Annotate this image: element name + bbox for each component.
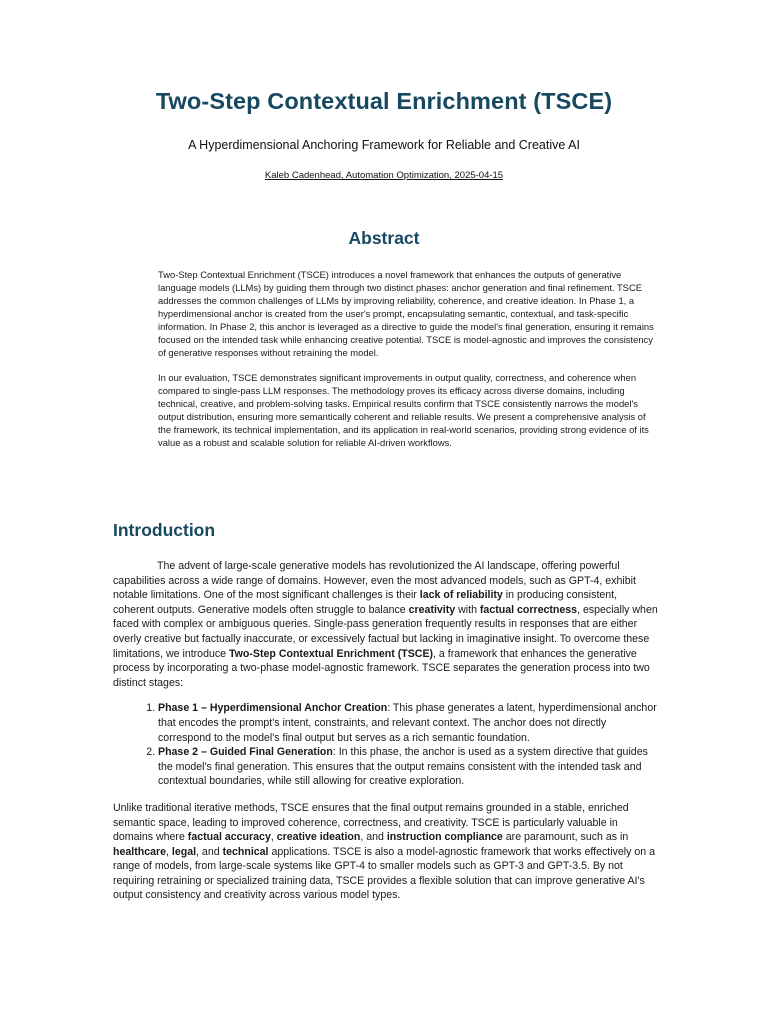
introduction-paragraph bbox=[113, 559, 659, 690]
bold-text: healthcare bbox=[113, 845, 166, 858]
text-run: : This phase generates a latent, hyperdimensional anchor that encodes the prompt's intent, constraints, and relevant context. The anchor does not directly correspond to the model's final output but serves as a rich semantic foundation. bbox=[158, 702, 657, 744]
paper-subtitle: A Hyperdimensional Anchoring Framework for Reliable and Creative AI bbox=[188, 138, 580, 152]
bold-text: Phase 1 – Hyperdimensional Anchor Creation bbox=[158, 702, 388, 715]
introduction-paragraph bbox=[113, 801, 659, 903]
abstract-heading: Abstract bbox=[348, 228, 420, 248]
introduction-body bbox=[113, 559, 659, 903]
text-run: , a framework that enhances the generative process by incorporating a two-phase model-agnostic framework. TSCE separates the generation process into two distinct stages: bbox=[113, 647, 650, 689]
abstract-paragraph: In our evaluation, TSCE demonstrates significant improvements in output quality, correctness, and coherence when compared to single-pass LLM responses. The methodology proves its efficacy across diverse domains, including technical, creative, and problem-solving tasks. Empirical results confirm that TSCE consistently narrows the model's output distribution, ensuring more semantically coherent and reliable results. We present a comprehensive analysis of the framework, its technical implementation, and its application in real-world scenarios, providing strong evidence of its value as a robust and scalable solution for reliable AI-driven workflows. bbox=[158, 372, 649, 448]
introduction-heading: Introduction bbox=[113, 520, 216, 540]
phase-list-item bbox=[158, 701, 659, 745]
bold-text: Phase 2 – Guided Final Generation bbox=[158, 746, 333, 759]
paper-title: Two-Step Contextual Enrichment (TSCE) bbox=[155, 88, 613, 114]
text-run: : In this phase, the anchor is used as a system directive that guides the model's final generation. This ensures that the output remains consistent with the intended task and contextual boundaries, while still allowing for creative exploration. bbox=[158, 746, 648, 788]
bold-text: instruction compliance bbox=[386, 831, 503, 844]
bold-text: creativity bbox=[408, 603, 456, 616]
abstract-body bbox=[158, 268, 655, 461]
text-run: , and bbox=[196, 845, 223, 858]
text-run: The advent of large-scale generative models has revolutionized the AI landscape, offering powerful capabilities across a wide range of domains. However, even the most advanced models, such as GPT-4, exhibit notable limitations. One of the most significant challenges is their bbox=[113, 560, 636, 602]
bold-text: legal bbox=[171, 845, 197, 858]
author-byline bbox=[0, 170, 768, 181]
bold-text: lack of reliability bbox=[419, 589, 503, 602]
abstract-paragraph: Two-Step Contextual Enrichment (TSCE) introduces a novel framework that enhances the outputs of generative language models (LLMs) by guiding them through two distinct phases: anchor generation and final refinement. TSCE addresses the common challenges of LLMs by improving reliability, coherence, and creative ideation. In Phase 1, a hyperdimensional anchor is created from the user's prompt, encapsulating semantic, contextual, and task-specific information. In Phase 2, this anchor is leveraged as a directive to guide the model's final generation, ensuring it remains focused on the intended task while enhancing creative potential. TSCE is model-agnostic and improves the consistency of generative responses without retraining the model. bbox=[158, 269, 654, 358]
bold-text: creative ideation bbox=[276, 831, 361, 844]
text-run: , bbox=[166, 845, 172, 858]
phase-list bbox=[113, 701, 659, 789]
author-byline-text: Kaleb Cadenhead, Automation Optimization, 2025-04-15 bbox=[264, 170, 504, 181]
text-run: , and bbox=[360, 831, 387, 844]
text-run: with bbox=[455, 603, 480, 616]
text-run: , especially when faced with complex or ambiguous queries. Single-pass generation frequently results in responses that are either overly creative but factually inaccurate, or excessively factual but lacking in imaginative insight. To overcome these limitations, we introduce bbox=[113, 603, 658, 660]
text-run: applications. TSCE is also a model-agnostic framework that works effectively on a range of models, from large-scale systems like GPT-4 to smaller models such as GPT-3 and GPT-3.5. By not requiring retraining or specialized training data, TSCE provides a flexible solution that can improve generative AI's output consistency and creativity across various model types. bbox=[113, 845, 655, 902]
text-run: in producing consistent, coherent outputs. Generative models often struggle to balance bbox=[113, 589, 618, 616]
bold-text: factual correctness bbox=[479, 603, 578, 616]
bold-text: Two-Step Contextual Enrichment (TSCE) bbox=[229, 647, 434, 660]
text-run: are paramount, such as in bbox=[502, 831, 629, 844]
phase-list-item bbox=[158, 745, 659, 789]
text-run: Unlike traditional iterative methods, TSCE ensures that the final output remains grounded in a stable, enriched semantic space, leading to improved coherence, correctness, and creativity. TSCE is particularly valuable in domains where bbox=[113, 801, 629, 844]
bold-text: factual accuracy bbox=[187, 831, 271, 844]
bold-text: technical bbox=[222, 845, 269, 858]
text-run: , bbox=[270, 831, 277, 844]
